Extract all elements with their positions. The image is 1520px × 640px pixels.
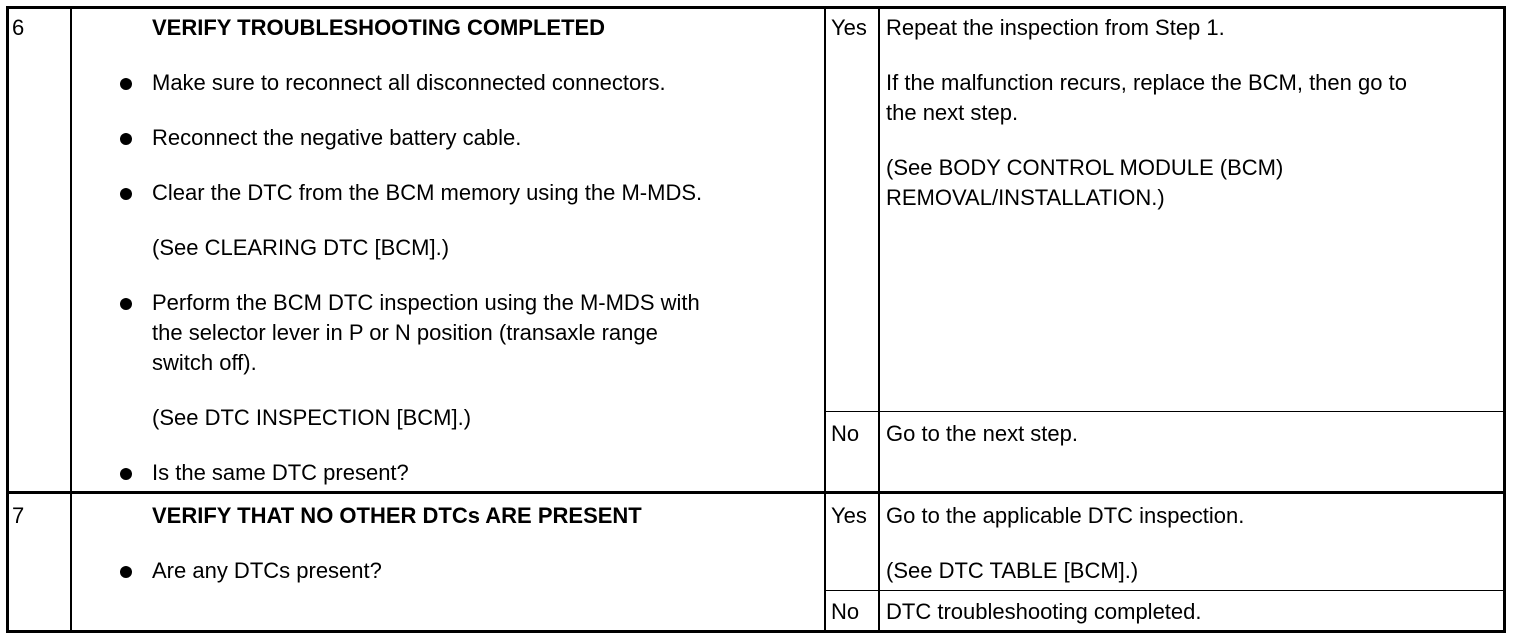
step-number: 6 [12,15,25,40]
bullet-text: Reconnect the negative battery cable. [152,125,522,150]
yes-result-text: (See DTC TABLE [BCM].) [886,558,1139,583]
bullet-text: Perform the BCM DTC inspection using the M-MDS with [152,290,700,315]
yes-no-divider-row7 [824,590,1506,591]
yes-label: Yes [831,15,867,40]
bullet-icon [120,133,132,145]
table-border-top [6,6,1506,9]
no-result-text: DTC troubleshooting completed. [886,599,1202,624]
yes-no-divider-row6 [824,411,1506,412]
yes-result-text: the next step. [886,100,1019,125]
row-divider [6,491,1506,494]
bullet-text-continued: switch off). [152,350,257,375]
bullet-text: Make sure to reconnect all disconnected connectors. [152,70,666,95]
yes-result-text: If the malfunction recurs, replace the BCM, then go to [886,70,1407,95]
yes-result-text: REMOVAL/INSTALLATION.) [886,185,1165,210]
reference-note: (See DTC INSPECTION [BCM].) [152,405,472,430]
bullet-text: Clear the DTC from the BCM memory using the M-MDS. [152,180,703,205]
bullet-icon [120,468,132,480]
bullet-text-continued: the selector lever in P or N position (transaxle range [152,320,658,345]
column-divider-answer [824,6,826,633]
yes-result-text: Go to the applicable DTC inspection. [886,503,1245,528]
table-border-bottom [6,630,1506,633]
yes-result-text: (See BODY CONTROL MODULE (BCM) [886,155,1284,180]
bullet-icon [120,566,132,578]
no-result-text: Go to the next step. [886,421,1079,446]
bullet-icon [120,78,132,90]
column-divider-step [70,6,72,633]
no-label: No [831,421,860,446]
reference-note: (See CLEARING DTC [BCM].) [152,235,450,260]
step-heading: VERIFY THAT NO OTHER DTCs ARE PRESENT [152,503,642,528]
bullet-text: Is the same DTC present? [152,460,409,485]
yes-result-text: Repeat the inspection from Step 1. [886,15,1225,40]
step-number: 7 [12,503,25,528]
bullet-text: Are any DTCs present? [152,558,382,583]
bullet-icon [120,188,132,200]
step-heading: VERIFY TROUBLESHOOTING COMPLETED [152,15,606,40]
no-label: No [831,599,860,624]
yes-label: Yes [831,503,867,528]
table-border-left [6,6,9,633]
bullet-icon [120,298,132,310]
column-divider-result [878,6,880,633]
table-border-right [1503,6,1506,633]
